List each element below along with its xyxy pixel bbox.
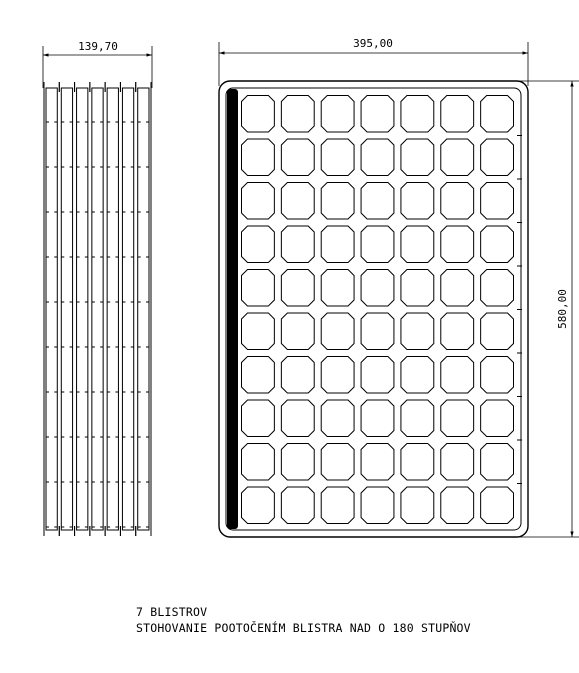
tray-cell-grid (232, 96, 522, 524)
tray-cell (481, 183, 514, 220)
tray-cell (361, 270, 394, 307)
tray-cell (242, 139, 275, 176)
tray-cell (321, 96, 354, 133)
stacked-blister (92, 88, 103, 530)
stacked-blister (61, 88, 72, 530)
tray-cell (441, 313, 474, 350)
tray-cell (321, 487, 354, 524)
tray-cell (281, 139, 314, 176)
tray-cell (242, 226, 275, 263)
tray-cell (242, 400, 275, 437)
tray-cell (481, 313, 514, 350)
tray-cell (401, 270, 434, 307)
tray-cell (281, 226, 314, 263)
tray-cell (401, 400, 434, 437)
dimension-right-height-label: 580,00 (556, 289, 569, 329)
tray-cell (281, 96, 314, 133)
tray-cell (441, 357, 474, 394)
stacked-blister (77, 88, 88, 530)
tray-cell (361, 444, 394, 481)
dimension-top-width-label: 395,00 (353, 37, 393, 50)
tray-cell (361, 183, 394, 220)
tray-cell (361, 400, 394, 437)
tray-cell (281, 400, 314, 437)
tray-cell (481, 400, 514, 437)
tray-cell (441, 226, 474, 263)
tray-cell (321, 357, 354, 394)
tray-cell (401, 357, 434, 394)
tray-cell (481, 270, 514, 307)
tray-cell (361, 487, 394, 524)
tray-cell (441, 139, 474, 176)
tray-cell (281, 270, 314, 307)
tray-cell (281, 444, 314, 481)
tray-cell (441, 270, 474, 307)
tray-cell (441, 487, 474, 524)
tray-top-view (219, 81, 528, 537)
tray-cell (441, 183, 474, 220)
tray-cell (401, 183, 434, 220)
tray-cell (321, 226, 354, 263)
tray-cell (242, 357, 275, 394)
tray-cell (361, 357, 394, 394)
tray-cell (481, 139, 514, 176)
tray-cell (441, 96, 474, 133)
tray-cell (321, 139, 354, 176)
tray-cell (321, 270, 354, 307)
tray-cell (242, 96, 275, 133)
tray-cell (481, 487, 514, 524)
tray-cell (361, 313, 394, 350)
stacked-blister (46, 88, 57, 530)
note-stacking-instruction: STOHOVANIE POOTOČENÍM BLISTRA NAD O 180 STUPŇOV (136, 621, 471, 635)
tray-cell (281, 313, 314, 350)
tray-cell (481, 444, 514, 481)
tray-cell (361, 226, 394, 263)
tray-cell (361, 96, 394, 133)
tray-cell (401, 313, 434, 350)
tray-cell (242, 270, 275, 307)
tray-cell (401, 444, 434, 481)
tray-cell (242, 487, 275, 524)
tray-cell (481, 96, 514, 133)
stacked-blister (138, 88, 149, 530)
tray-cell (242, 444, 275, 481)
tray-label: BLISTER - RETOUR AM EUROTRONI (225, 152, 236, 402)
stacked-blister (122, 88, 133, 530)
tray-cell (242, 183, 275, 220)
tray-cell (401, 139, 434, 176)
tray-cell (441, 444, 474, 481)
tray-cell (321, 400, 354, 437)
tray-outer-rim (219, 81, 528, 537)
tray-cell (281, 487, 314, 524)
tray-cell (242, 313, 275, 350)
note-blister-count: 7 BLISTROV (136, 605, 208, 619)
tray-cell (321, 183, 354, 220)
dimension-side-width-label: 139,70 (78, 40, 118, 53)
tray-inner-rim (226, 88, 521, 530)
tray-cell (321, 313, 354, 350)
side-view-stack (44, 82, 151, 536)
tray-cell (481, 226, 514, 263)
tray-cell (361, 139, 394, 176)
stacked-blister (107, 88, 118, 530)
tray-cell (281, 183, 314, 220)
tray-cell (481, 357, 514, 394)
tray-cell (401, 487, 434, 524)
dimension-right-height (518, 81, 579, 537)
tray-cell (401, 96, 434, 133)
tray-cell (281, 357, 314, 394)
tray-cell (321, 444, 354, 481)
tray-cell (401, 226, 434, 263)
tray-cell (441, 400, 474, 437)
